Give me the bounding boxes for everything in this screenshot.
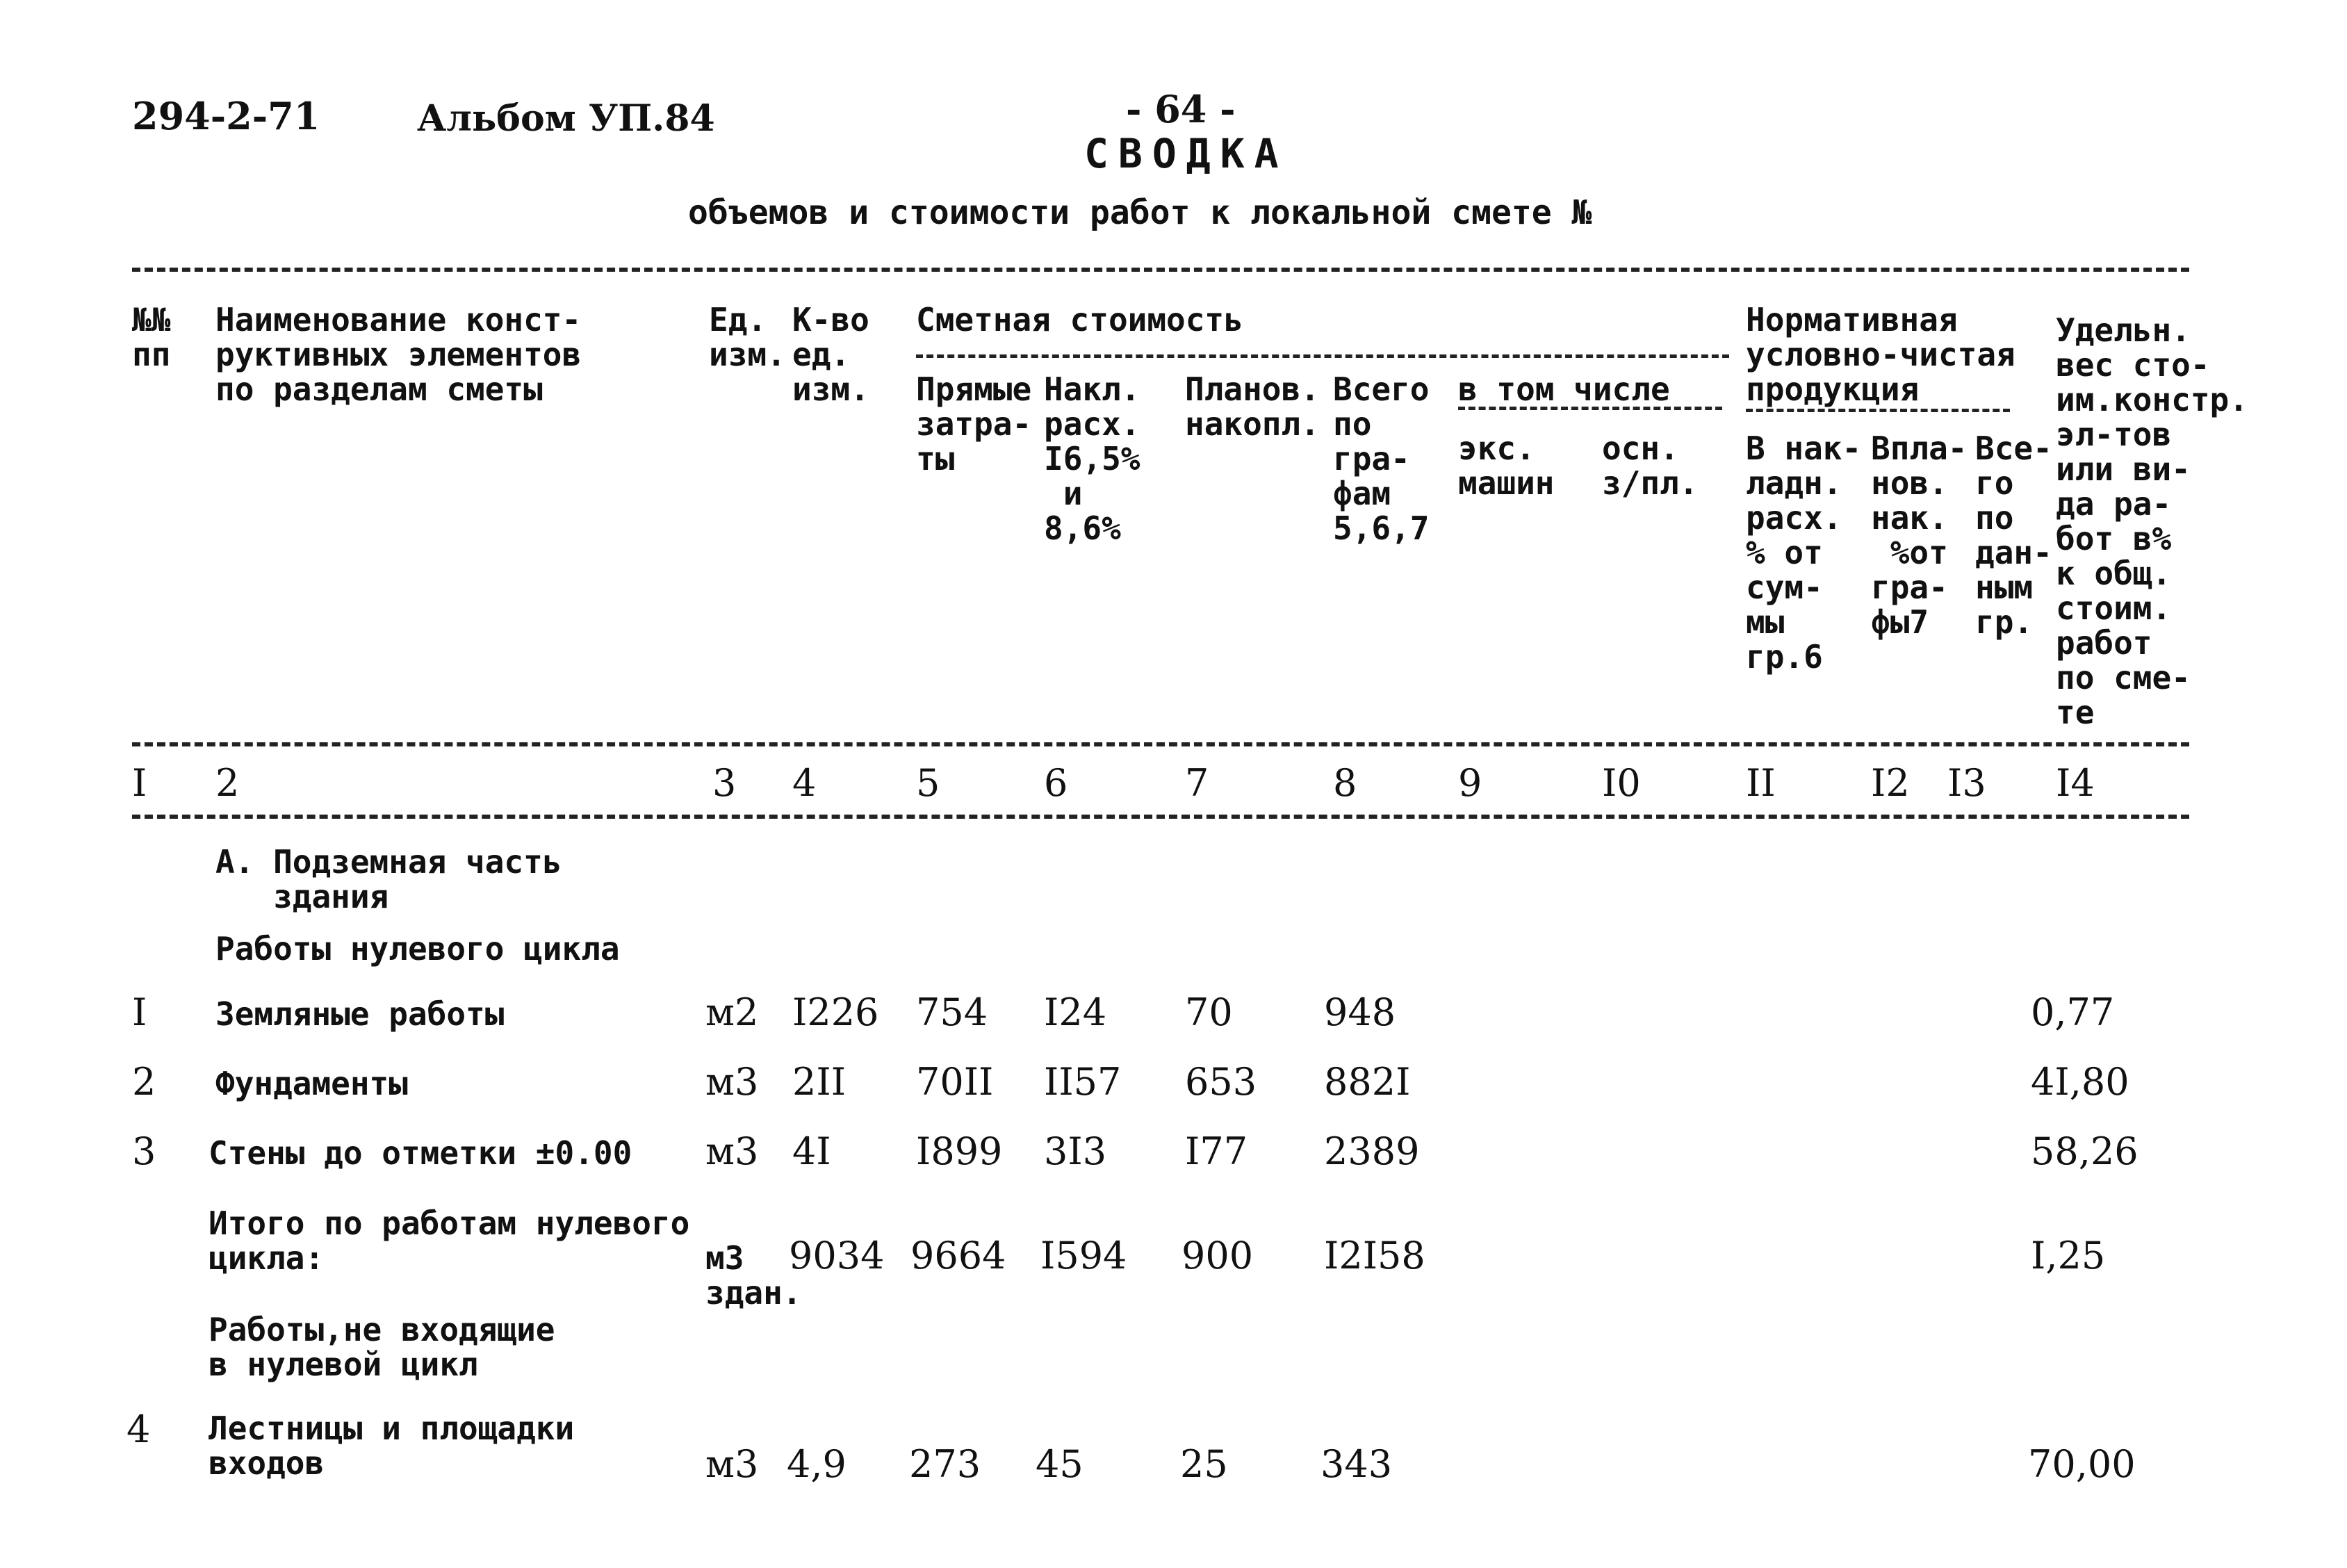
subtotal-direct: 9664 [910,1234,1006,1277]
header-including: в том числе [1458,370,1670,408]
row-planned: 70 [1185,990,1233,1034]
header-col-in-planned: Впла- нов. нак. %от гра- фы7 [1871,430,1968,641]
col-number-5: 5 [916,761,940,805]
col-number-12: I2 [1871,761,1910,805]
row-number: 3 [132,1129,156,1173]
subtotal-name: Итого по работам нулевого цикла: [208,1204,690,1277]
row-overhead: II57 [1044,1060,1122,1104]
row-total: 882I [1324,1060,1411,1104]
row-direct: 70II [916,1060,994,1104]
row-overhead: I24 [1044,990,1107,1034]
row-direct: 754 [916,990,988,1034]
header-col-quantity: К-во ед. изм. [792,301,869,408]
row-quantity: 2II [792,1060,847,1104]
col-number-8: 8 [1333,761,1357,805]
subtotal-planned: 900 [1181,1234,1254,1277]
normative-rule [1746,409,2010,412]
row-total: 2389 [1324,1129,1420,1173]
header-col-unit: Ед. изм. [709,301,786,373]
header-col-total-normative: Все- го по дан- ным гр. [1975,430,2052,641]
subtotal-total: I2I58 [1324,1234,1425,1277]
row-total: 343 [1320,1442,1393,1486]
header-col-share: Удельн. вес сто- им.констр. эл-тов или ви- да ра- бот в% к общ. стоим. работ по сме- те [2056,311,2248,731]
row-planned: I77 [1185,1129,1248,1173]
subtotal-unit: м3 здан. [705,1239,802,1312]
row-overhead: 45 [1036,1442,1083,1486]
header-col-total: Всего по гра- фам 5,6,7 [1333,370,1430,547]
row-share: 58,26 [2031,1129,2139,1173]
subtotal-quantity: 9034 [789,1234,885,1277]
row-unit: м3 [705,1442,759,1486]
col-number-2: 2 [215,761,240,805]
document-title: СВОДКА [1084,130,1289,177]
cost-group-rule [916,354,1729,358]
header-col-name: Наименование конст- руктивных элементов по разделам сметы [215,301,582,408]
document-code: 294-2-71 [132,94,320,138]
col-number-6: 6 [1044,761,1068,805]
header-estimated-cost: Сметная стоимость [916,301,1243,338]
header-col-in-overhead: В нак- ладн. расх. % от сум- мы гр.6 [1746,430,1862,676]
row-number: 2 [132,1060,156,1104]
row-quantity: I226 [792,990,879,1034]
document-subtitle: объемов и стоимости работ к локальной смете № [688,193,1592,232]
section-zero-cycle: Работы нулевого цикла [215,930,620,967]
row-direct: 273 [909,1442,981,1486]
col-number-14: I4 [2056,761,2095,805]
col-number-7: 7 [1185,761,1209,805]
col-number-3: 3 [712,761,737,805]
row-overhead: 3I3 [1044,1129,1107,1173]
header-col-machines: экс. машин [1458,430,1555,502]
header-bottom-rule [132,742,2189,746]
col-number-1: I [132,761,147,805]
row-name: Земляные работы [215,995,505,1033]
row-share: 4I,80 [2031,1060,2129,1104]
row-unit: м3 [705,1060,759,1104]
column-numbers-rule [132,815,2189,819]
col-number-4: 4 [792,761,817,805]
row-direct: I899 [916,1129,1003,1173]
row-share: 70,00 [2028,1442,2136,1486]
row-number: I [132,990,147,1034]
row-quantity: 4,9 [787,1442,847,1486]
row-unit: м2 [705,990,759,1034]
header-top-rule [132,268,2189,272]
row-total: 948 [1324,990,1396,1034]
row-name: Стены до отметки ±0.00 [208,1134,632,1172]
header-col-overhead: Накл. расх. I6,5% и 8,6% [1044,370,1140,547]
row-number: 4 [126,1407,151,1451]
row-quantity: 4I [792,1129,831,1173]
header-col-number: №№ пп [132,301,171,373]
page-number: - 64 - [1126,87,1236,131]
row-name: Фундаменты [215,1065,408,1102]
album-label: Альбом УП.84 [417,97,715,140]
header-col-wages: осн. з/пл. [1602,430,1699,502]
row-planned: 25 [1180,1442,1228,1486]
header-col-planned: Планов. накопл. [1185,370,1320,443]
section-underground: А. Подземная часть здания [215,843,562,915]
header-normative-production: Нормативная условно-чистая продукция [1746,301,2015,408]
header-col-direct: Прямые затра- ты [916,370,1032,477]
including-rule [1458,407,1722,410]
row-unit: м3 [705,1129,759,1173]
row-name: Лестницы и площадки входов [208,1410,575,1482]
row-share: 0,77 [2031,990,2115,1034]
col-number-10: I0 [1602,761,1641,805]
col-number-9: 9 [1458,761,1482,805]
subtotal-overhead: I594 [1040,1234,1127,1277]
col-number-11: II [1746,761,1776,805]
row-planned: 653 [1185,1060,1257,1104]
col-number-13: I3 [1947,761,1986,805]
section-not-zero-cycle: Работы,не входящие в нулевой цикл [208,1311,555,1383]
subtotal-share: I,25 [2031,1234,2106,1277]
